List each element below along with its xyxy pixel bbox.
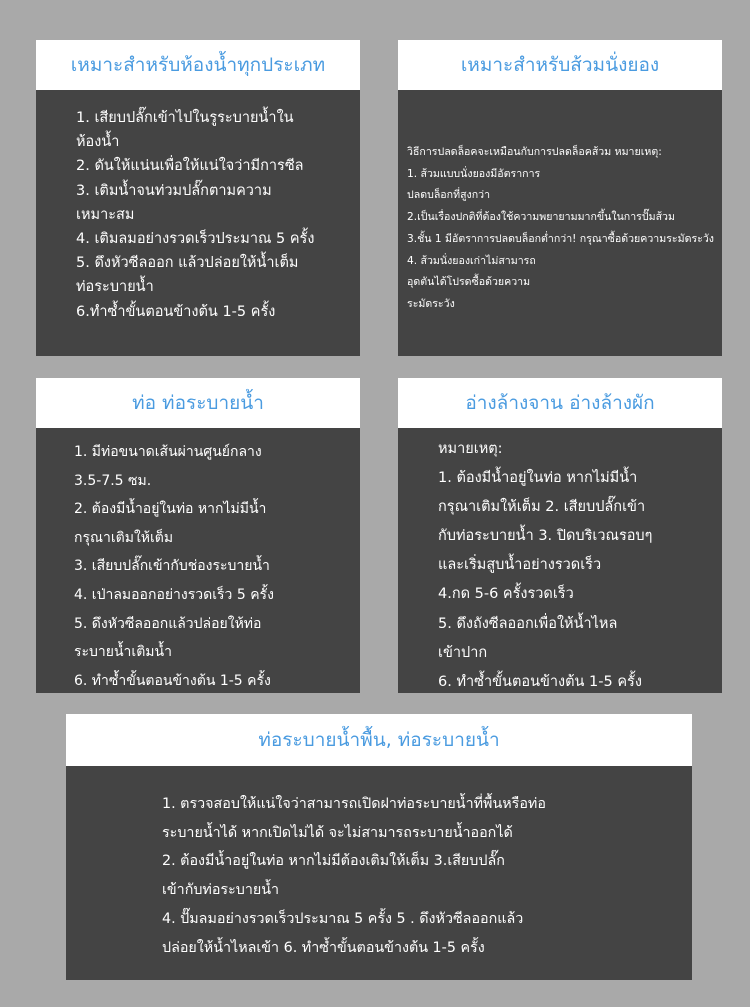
- card-all-bathrooms: [36, 40, 360, 356]
- card-title: เหมาะสำหรับห้องน้ำทุกประเภท: [36, 40, 360, 90]
- instruction-line: วิธีการปลดล็อคจะเหมือนกับการปลดล็อคส้วม หมายเหตุ:: [407, 146, 662, 158]
- instruction-line: หมายเหตุ:: [438, 441, 503, 457]
- card-body: [36, 428, 360, 693]
- instruction-line: กับท่อระบายน้ำ 3. ปิดบริเวณรอบๆ: [438, 528, 653, 545]
- instruction-line: เข้ากับท่อระบายน้ำ: [162, 882, 280, 899]
- instruction-line: ระบายน้ำได้ หากเปิดไม่ได้ จะไม่สามารถระบายน้ำออกได้: [162, 824, 513, 841]
- instruction-line: อุดตันได้โปรดซื้อด้วยความ: [407, 276, 531, 289]
- instruction-line: 6. ทำซ้ำขั้นตอนข้างต้น 1-5 ครั้ง: [438, 673, 642, 690]
- instruction-line: ปล่อยให้น้ำไหลเข้า 6. ทำซ้ำขั้นตอนข้างต้น 1-5 ครั้ง: [162, 939, 485, 956]
- instruction-line: กรุณาเติมให้เต็ม: [74, 529, 174, 546]
- instruction-line: 1. มีท่อขนาดเส้นผ่านศูนย์กลาง: [74, 444, 262, 460]
- card-squat-toilet: [398, 40, 722, 356]
- card-body: [66, 766, 692, 980]
- instruction-line: 3. เติมน้ำจนท่วมปลั๊กตามความ: [76, 182, 272, 199]
- instruction-line: 3.ชั้น 1 มีอัตราการปลดบล็อกต่ำกว่า! กรุณาซื้อด้วยความระมัดระวัง: [407, 232, 714, 245]
- card-floor-drain: [66, 714, 692, 980]
- instruction-line: 5. ดึงหัวซีลออกแล้วปล่อยให้ท่อ: [74, 615, 262, 632]
- instruction-line: 1. ตรวจสอบให้แน่ใจว่าสามารถเปิดฝาท่อระบายน้ำที่พื้นหรือท่อ: [162, 796, 546, 812]
- card-title: ท่อระบายน้ำพื้น, ท่อระบายน้ำ: [66, 714, 692, 766]
- instruction-line: ระบายน้ำเติมน้ำ: [74, 644, 172, 661]
- instruction-line: 5. ดึงถังซีลออกเพื่อให้น้ำไหล: [438, 615, 618, 632]
- instruction-line: เข้าปาก: [438, 644, 488, 661]
- instruction-line: 5. ดึงหัวซีลออก แล้วปล่อยให้น้ำเต็ม: [76, 255, 299, 272]
- card-title: อ่างล้างจาน อ่างล้างผัก: [398, 378, 722, 428]
- instruction-line: ระมัดระวัง: [407, 297, 455, 310]
- card-body: [398, 90, 722, 356]
- instruction-line: ปลดบล็อกที่สูงกว่า: [407, 189, 491, 202]
- instruction-line: 6.ทำซ้ำขั้นตอนข้างต้น 1-5 ครั้ง: [76, 303, 276, 320]
- instruction-line: 1. ต้องมีน้ำอยู่ในท่อ หากไม่มีน้ำ: [438, 470, 638, 487]
- instruction-line: 3.5-7.5 ซม.: [74, 472, 152, 489]
- card-title: ท่อ ท่อระบายน้ำ: [36, 378, 360, 428]
- instruction-line: 2. ดันให้แน่นเพื่อให้แน่ใจว่ามีการซีล: [76, 158, 304, 175]
- instruction-line: 4. เป่าลมออกอย่างรวดเร็ว 5 ครั้ง: [74, 586, 274, 603]
- card-body: [398, 428, 722, 693]
- instruction-line: 1. ส้วมแบบนั่งยองมีอัตราการ: [407, 167, 541, 180]
- instruction-line: ห้องน้ำ: [76, 134, 120, 151]
- instruction-line: กรุณาเติมให้เต็ม 2. เสียบปลั๊กเข้า: [438, 499, 646, 516]
- instruction-line: 2.เป็นเรื่องปกติที่ต้องใช้ความพยายามมากขึ้นในการปั๊มส้วม: [407, 211, 675, 224]
- instruction-line: 4. ส้วมนั่งยองเก่าไม่สามารถ: [407, 254, 536, 267]
- instruction-line: 4. เติมลมอย่างรวดเร็วประมาณ 5 ครั้ง: [76, 231, 315, 248]
- card-sink: [398, 378, 722, 693]
- instruction-line: 2. ต้องมีน้ำอยู่ในท่อ หากไม่มีต้องเติมให้เต็ม 3.เสียบปลั๊ก: [162, 853, 505, 870]
- instruction-line: 3. เสียบปลั๊กเข้ากับช่องระบายน้ำ: [74, 558, 270, 575]
- card-title: เหมาะสำหรับส้วมนั่งยอง: [398, 40, 722, 90]
- instruction-line: เหมาะสม: [76, 206, 135, 223]
- instruction-line: 4.กด 5-6 ครั้งรวดเร็ว: [438, 586, 574, 603]
- instruction-line: 6. ทำซ้ำขั้นตอนข้างต้น 1-5 ครั้ง: [74, 672, 271, 689]
- instruction-line: ท่อระบายน้ำ: [76, 279, 154, 296]
- card-body: [36, 90, 360, 356]
- instruction-line: 2. ต้องมีน้ำอยู่ในท่อ หากไม่มีน้ำ: [74, 501, 267, 518]
- instruction-line: 4. ปั๊มลมอย่างรวดเร็วประมาณ 5 ครั้ง 5 . ดึงหัวซีลออกแล้ว: [162, 910, 524, 927]
- card-pipe-drain: [36, 378, 360, 693]
- instruction-line: 1. เสียบปลั๊กเข้าไปในรูระบายน้ำใน: [76, 110, 294, 126]
- instruction-line: และเริ่มสูบน้ำอย่างรวดเร็ว: [438, 557, 602, 574]
